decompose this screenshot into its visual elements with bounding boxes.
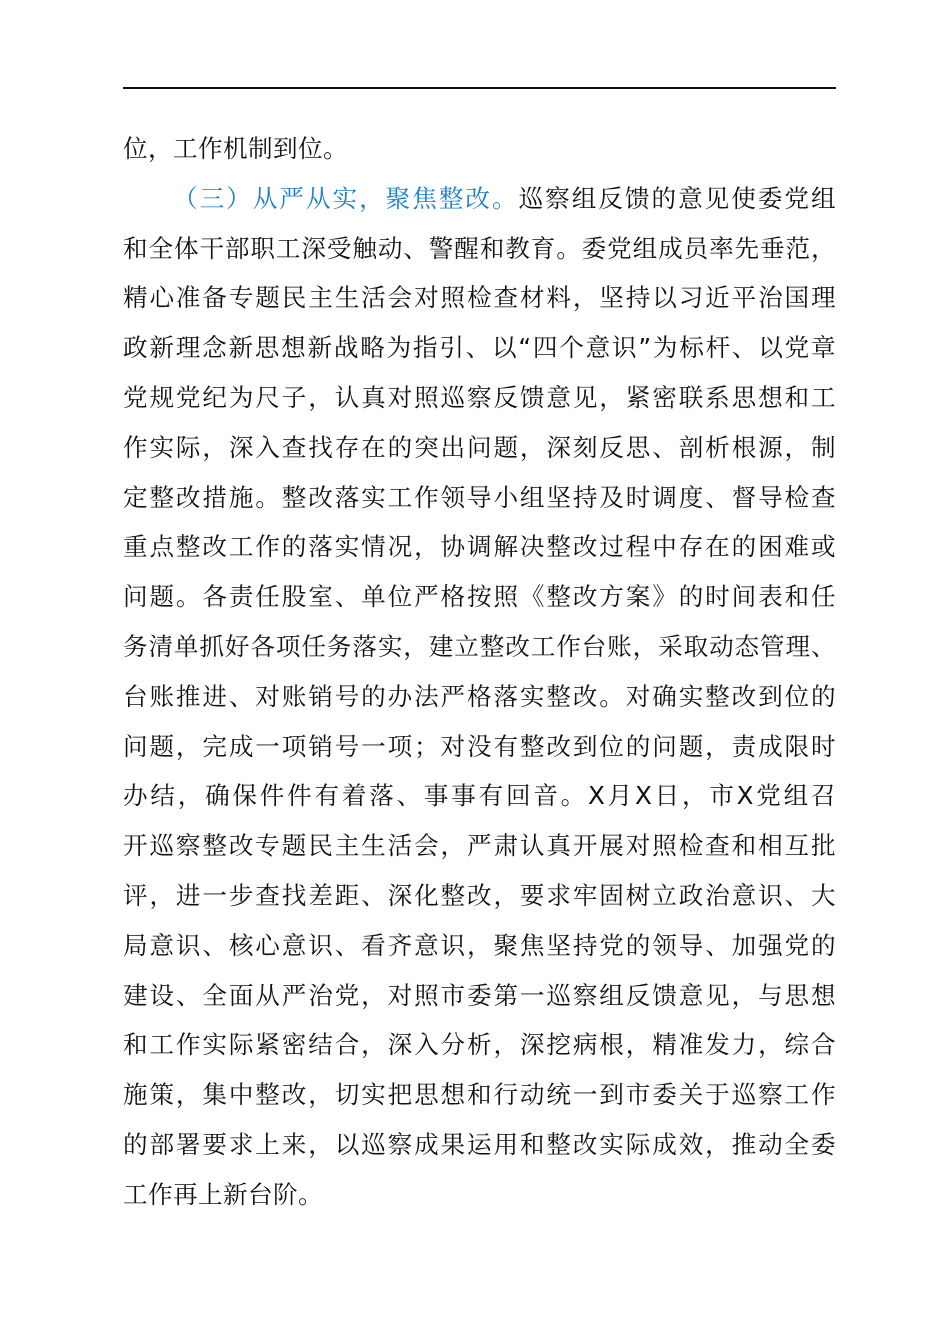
text-line-3: 和全体干部职工深受触动、警醒和教育。委党组成员率先垂范，	[123, 233, 836, 263]
text-line-6: 党规党纪为尺子，认真对照巡察反馈意见，紧密联系思想和工	[123, 382, 836, 412]
text-line-17: 局意识、核心意识、看齐意识，聚焦坚持党的领导、加强党的	[123, 930, 836, 960]
text-line-18: 建设、全面从严治党，对照市委第一巡察组反馈意见，与思想	[123, 980, 836, 1010]
text-line-20: 施策，集中整改，切实把思想和行动统一到市委关于巡察工作	[123, 1080, 836, 1110]
text-line-10: 问题。各责任股室、单位严格按照《整改方案》的时间表和任	[123, 582, 836, 612]
section-heading-line	[123, 174, 836, 224]
text-line-7: 作实际，深入查找存在的突出问题，深刻反思、剖析根源，制	[123, 432, 836, 462]
text-line-5: 政新理念新思想新战略为指引、以“四个意识”为标杆、以党章	[123, 333, 836, 363]
text-line-4: 精心准备专题民主生活会对照检查材料，坚持以习近平治国理	[123, 283, 836, 313]
section-heading: （三）从严从实，聚焦整改。	[173, 183, 519, 213]
body-text	[123, 124, 836, 1220]
text-line-1: 位，工作机制到位。	[123, 134, 348, 163]
section-heading-rest: 巡察组反馈的意见使委党组	[518, 183, 837, 213]
header-rule	[123, 87, 836, 89]
text-line-14: 办结，确保件件有着落、事事有回音。X月X日，市X党组召	[123, 781, 836, 811]
text-line-8: 定整改措施。整改落实工作领导小组坚持及时调度、督导检查	[123, 482, 836, 512]
text-line-19: 和工作实际紧密结合，深入分析，深挖病根，精准发力，综合	[123, 1030, 836, 1060]
text-line-22: 工作再上新台阶。	[123, 1179, 323, 1209]
text-line-13: 问题，完成一项销号一项；对没有整改到位的问题，责成限时	[123, 731, 836, 761]
text-line-11: 务清单抓好各项任务落实，建立整改工作台账，采取动态管理、	[123, 631, 836, 661]
text-line-12: 台账推进、对账销号的办法严格落实整改。对确实整改到位的	[123, 681, 836, 711]
text-line-15: 开巡察整改专题民主生活会，严肃认真开展对照检查和相互批	[123, 831, 836, 861]
text-line-16: 评，进一步查找差距、深化整改，要求牢固树立政治意识、大	[123, 880, 836, 910]
text-line-9: 重点整改工作的落实情况，协调解决整改过程中存在的困难或	[123, 532, 836, 562]
text-line-21: 的部署要求上来，以巡察成果运用和整改实际成效，推动全委	[123, 1129, 836, 1159]
